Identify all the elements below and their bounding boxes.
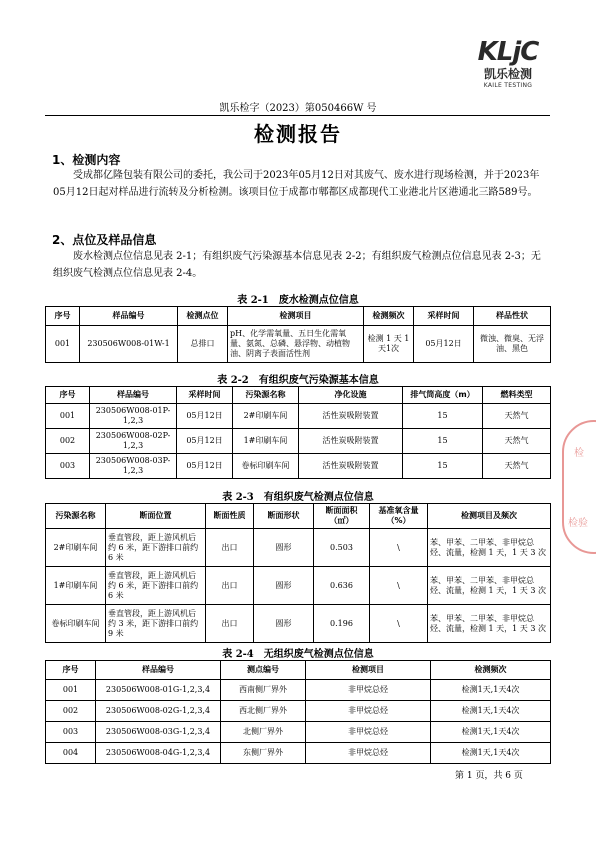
table-cell: 卷标印刷车间	[46, 605, 106, 643]
column-header: 检测频次	[431, 661, 551, 680]
report-title: 检测报告	[254, 122, 342, 146]
table-cell: 非甲烷总烃	[306, 680, 431, 701]
column-header: 测点编号	[221, 661, 306, 680]
table-cell: 检测1天,1天4次	[431, 743, 551, 764]
table-2-3-caption: 表 2-3 有组织废气检测点位信息	[222, 492, 374, 503]
table-cell: 001	[46, 326, 80, 363]
table-cell: 0.636	[314, 567, 370, 605]
stamp-text-2: 检验	[568, 518, 588, 529]
table-cell: 东侧厂界外	[221, 743, 306, 764]
table-cell: 1#印刷车间	[46, 567, 106, 605]
column-header: 样品编号	[80, 307, 178, 326]
table-row	[46, 529, 551, 567]
table-cell: 垂直管段，距上游风机后约 6 米，距下游排口前约 6 米	[106, 567, 206, 605]
table-cell: 05月12日	[414, 326, 474, 363]
table-cell: 002	[46, 701, 96, 722]
logo-english-name: KAILE TESTING	[483, 82, 533, 89]
table-cell: 004	[46, 743, 96, 764]
table-cell: \	[370, 567, 428, 605]
table-row	[46, 454, 551, 479]
column-header: 燃料类型	[483, 387, 551, 404]
table-cell: 天然气	[483, 429, 551, 454]
table-cell: 出口	[206, 605, 254, 643]
column-header: 排气筒高度（m）	[403, 387, 483, 404]
table-cell: 15	[403, 429, 483, 454]
table-cell: \	[370, 605, 428, 643]
table-cell: 非甲烷总烃	[306, 722, 431, 743]
table-cell: 非甲烷总烃	[306, 743, 431, 764]
table-cell: 微浊、微臭、无浮油、黑色	[474, 326, 551, 363]
column-header: 样品编号	[90, 387, 177, 404]
table-cell: 230506W008-04G-1,2,3,4	[96, 743, 221, 764]
table-cell: 230506W008-01P-1,2,3	[90, 404, 177, 429]
column-header: 检测点位	[178, 307, 228, 326]
table-cell: 非甲烷总烃	[306, 701, 431, 722]
table-row	[46, 404, 551, 429]
table-cell: 002	[46, 429, 90, 454]
table-cell: 北侧厂界外	[221, 722, 306, 743]
table-row	[46, 680, 551, 701]
table-cell: 天然气	[483, 454, 551, 479]
column-header: 序号	[46, 387, 90, 404]
table-cell: 230506W008-01W-1	[80, 326, 178, 363]
table-cell: 2#印刷车间	[233, 404, 299, 429]
column-header: 净化设施	[299, 387, 403, 404]
table-cell: 001	[46, 680, 96, 701]
column-header: 污染源名称	[46, 504, 106, 529]
header-divider	[45, 115, 550, 116]
table-cell: 1#印刷车间	[233, 429, 299, 454]
column-header: 采样时间	[414, 307, 474, 326]
column-header: 序号	[46, 307, 80, 326]
table-row	[46, 326, 551, 363]
column-header: 检测项目	[228, 307, 364, 326]
table-cell: 003	[46, 722, 96, 743]
table-cell: 活性炭吸附装置	[299, 404, 403, 429]
table-2-4	[45, 660, 551, 764]
table-cell: 检测1天,1天4次	[431, 701, 551, 722]
table-cell: 05月12日	[177, 404, 233, 429]
table-cell: 出口	[206, 567, 254, 605]
company-logo	[468, 38, 548, 90]
table-cell: 05月12日	[177, 429, 233, 454]
table-cell: 检测 1 天 1天1次	[364, 326, 414, 363]
section-1-paragraph: 受成都亿隆包装有限公司的委托，我公司于2023年05月12日对其废气、废水进行现场检测，并于2023年05月12日起对样品进行流转及分析检测。该项目位于成都市郫都区成都现代工业港北片区港通北三路589号。	[53, 170, 540, 198]
table-cell: 05月12日	[177, 454, 233, 479]
table-2-4-caption: 表 2-4 无组织废气检测点位信息	[222, 649, 374, 660]
table-cell: 西北侧厂界外	[221, 701, 306, 722]
table-header-row	[46, 307, 551, 326]
table-cell: 圆形	[254, 567, 314, 605]
table-2-1-caption: 表 2-1 废水检测点位信息	[237, 295, 359, 306]
table-cell: 天然气	[483, 404, 551, 429]
table-cell: 230506W008-02G-1,2,3,4	[96, 701, 221, 722]
table-row	[46, 722, 551, 743]
column-header: 断面面积（㎡）	[314, 504, 370, 529]
column-header: 断面形状	[254, 504, 314, 529]
table-2-3	[45, 503, 551, 643]
section-1-heading: 1、检测内容	[52, 153, 121, 167]
column-header: 断面性质	[206, 504, 254, 529]
table-cell: pH、化学需氧量、五日生化需氧量、氨氮、总磷、悬浮物、动植物油、阴离子表面活性剂	[228, 326, 364, 363]
document-number: 凯乐检字（2023）第050466W 号	[219, 103, 377, 114]
page-footer: 第 1 页，共 6 页	[455, 771, 523, 781]
table-row	[46, 429, 551, 454]
table-header-row	[46, 387, 551, 404]
column-header: 检测频次	[364, 307, 414, 326]
stamp-text-1: 检	[574, 448, 584, 459]
column-header: 序号	[46, 661, 96, 680]
table-row	[46, 743, 551, 764]
table-cell: 卷标印刷车间	[233, 454, 299, 479]
table-2-1	[45, 306, 551, 363]
logo-chinese-name: 凯乐检测	[483, 67, 532, 81]
table-2-2	[45, 386, 551, 479]
table-cell: \	[370, 529, 428, 567]
table-cell: 检测1天,1天4次	[431, 680, 551, 701]
table-2-2-caption: 表 2-2 有组织废气污染源基本信息	[217, 375, 379, 386]
table-header-row	[46, 661, 551, 680]
table-cell: 检测1天,1天4次	[431, 722, 551, 743]
table-cell: 总排口	[178, 326, 228, 363]
table-cell: 230506W008-01G-1,2,3,4	[96, 680, 221, 701]
table-cell: 垂直管段，距上游风机后约 6 米，距下游排口前约 6 米	[106, 529, 206, 567]
table-cell: 出口	[206, 529, 254, 567]
table-cell: 圆形	[254, 605, 314, 643]
column-header: 断面位置	[106, 504, 206, 529]
section-2-paragraph: 废水检测点位信息见表 2-1；有组织废气污染源基本信息见表 2-2；有组织废气检测点位信息见表 2-3；无组织废气检测点位信息见表 2-4。	[53, 251, 541, 279]
column-header: 检测项目及频次	[428, 504, 551, 529]
table-cell: 圆形	[254, 529, 314, 567]
table-cell: 230506W008-03G-1,2,3,4	[96, 722, 221, 743]
table-cell: 15	[403, 404, 483, 429]
table-cell: 苯、甲苯、二甲苯、非甲烷总烃、流量，检测 1 天，1 天 3 次	[428, 567, 551, 605]
table-cell: 0.196	[314, 605, 370, 643]
table-cell: 003	[46, 454, 90, 479]
table-cell: 0.503	[314, 529, 370, 567]
column-header: 采样时间	[177, 387, 233, 404]
table-row	[46, 701, 551, 722]
table-cell: 15	[403, 454, 483, 479]
table-cell: 2#印刷车间	[46, 529, 106, 567]
table-cell: 苯、甲苯、二甲苯、非甲烷总烃、流量，检测 1 天，1 天 3 次	[428, 605, 551, 643]
table-row	[46, 605, 551, 643]
table-cell: 垂直管段，距上游风机后约 3 米，距下游排口前约 9 米	[106, 605, 206, 643]
table-cell: 活性炭吸附装置	[299, 429, 403, 454]
logo-mark: KLjC	[477, 37, 539, 67]
table-cell: 230506W008-02P-1,2,3	[90, 429, 177, 454]
table-cell: 苯、甲苯、二甲苯、非甲烷总烃、流量，检测 1 天，1 天 3 次	[428, 529, 551, 567]
column-header: 样品编号	[96, 661, 221, 680]
column-header: 基准氧含量（%）	[370, 504, 428, 529]
column-header: 污染源名称	[233, 387, 299, 404]
column-header: 样品性状	[474, 307, 551, 326]
column-header: 检测项目	[306, 661, 431, 680]
table-header-row	[46, 504, 551, 529]
table-cell: 230506W008-03P-1,2,3	[90, 454, 177, 479]
table-cell: 001	[46, 404, 90, 429]
section-2-heading: 2、点位及样品信息	[52, 233, 157, 247]
table-row	[46, 567, 551, 605]
seal-stamp	[562, 420, 596, 554]
table-cell: 活性炭吸附装置	[299, 454, 403, 479]
table-cell: 西南侧厂界外	[221, 680, 306, 701]
